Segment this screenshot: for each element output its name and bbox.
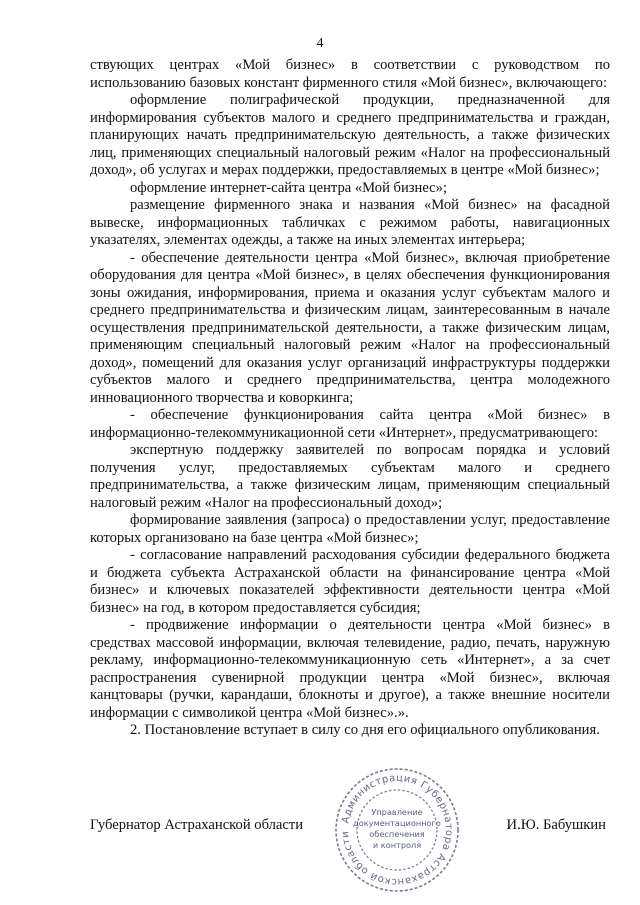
body-paragraph: - обеспечение функционирования сайта центра «Мой бизнес» в информационно-телекоммуникационной сети «Интернет», предусматривающего: <box>90 407 610 441</box>
body-paragraph: оформление интернет-сайта центра «Мой бизнес»; <box>130 179 448 196</box>
body-paragraph: - обеспечение деятельности центра «Мой бизнес», включая приобретение оборудования для центра «Мой бизнес», в целях обеспечения функционирования зоны ожидания, информирования, приема и оказания услуг субъектам малого и среднего предпринимательства и физическим лицам, заинтересованным в начале осуществления предпринимательской деятельности, а также физическим лицам, применяющим специальный налоговый режим «Налог на профессиональный доход», помещений для оказания услуг организаций инфраструктуры поддержки субъектов малого и среднего предпринимательства, центра молодежного инновационного творчества и коворкинга; <box>90 249 610 406</box>
body-paragraph: экспертную поддержку заявителей по вопросам порядка и условий получения услуг, предоставляемых субъектам малого и среднего предпринимательства, а также физическим лицам, применяющим специальный налоговый режим «Налог на профессиональный доход»; <box>90 442 610 511</box>
document-body <box>90 57 610 740</box>
body-paragraph: 2. Постановление вступает в силу со дня его официального опубликования. <box>130 722 600 738</box>
page-number: 4 <box>316 36 324 51</box>
body-paragraph: - согласование направлений расходования субсидии федерального бюджета и бюджета субъекта Астраханской области на финансирование центра «Мой бизнес» и ключевых показателей эффективности деятельности центра «Мой бизнес» на год, в котором предоставляется субсидия; <box>90 547 610 616</box>
stamp-seal-icon <box>332 765 462 895</box>
stamp-center-line: Управление <box>371 807 423 817</box>
body-paragraph: оформление полиграфической продукции, предназначенной для информирования субъектов малого и среднего предпринимательства и граждан, планирующих начать предпринимательскую деятельность, а также физических лиц, применяющих специальный налоговый режим «Налог на профессиональный доход», об услугах и мерах поддержки, предоставляемых в центре «Мой бизнес»; <box>90 92 610 178</box>
stamp-center-line: документационного <box>353 818 441 828</box>
stamp-ring-text: Администрация Губернатора Астраханской области <box>339 772 455 888</box>
body-paragraph: формирование заявления (запроса) о предоставлении услуг, предоставление которых организовано на базе центра «Мой бизнес»; <box>90 512 610 546</box>
body-paragraph: ствующих центрах «Мой бизнес» в соответствии с руководством по использованию базовых констант фирменного стиля «Мой бизнес», включающего: <box>90 57 610 91</box>
official-stamp <box>332 765 462 895</box>
signatory-position: Губернатор Астраханской области <box>90 817 304 833</box>
stamp-center-line: и контроля <box>372 840 422 850</box>
body-paragraph: размещение фирменного знака и названия «Мой бизнес» на фасадной вывеске, информационных табличках с режимом работы, навигационных указателях, элементах одежды, а также на иных элементах интерьера; <box>90 197 610 248</box>
body-paragraph: - продвижение информации о деятельности центра «Мой бизнес» в средствах массовой информации, включая телевидение, радио, печать, наружную рекламу, информационно-телекоммуникационную сеть «Интернет», а за счет распространения сувенирной продукции центра «Мой бизнес», включая канцтовары (ручки, карандаши, блокноты и другое), а также внешние носители информации с символикой центра «Мой бизнес».». <box>90 617 610 721</box>
signatory-name: И.Ю. Бабушкин <box>506 817 606 833</box>
stamp-center-line: обеспечения <box>369 829 425 839</box>
